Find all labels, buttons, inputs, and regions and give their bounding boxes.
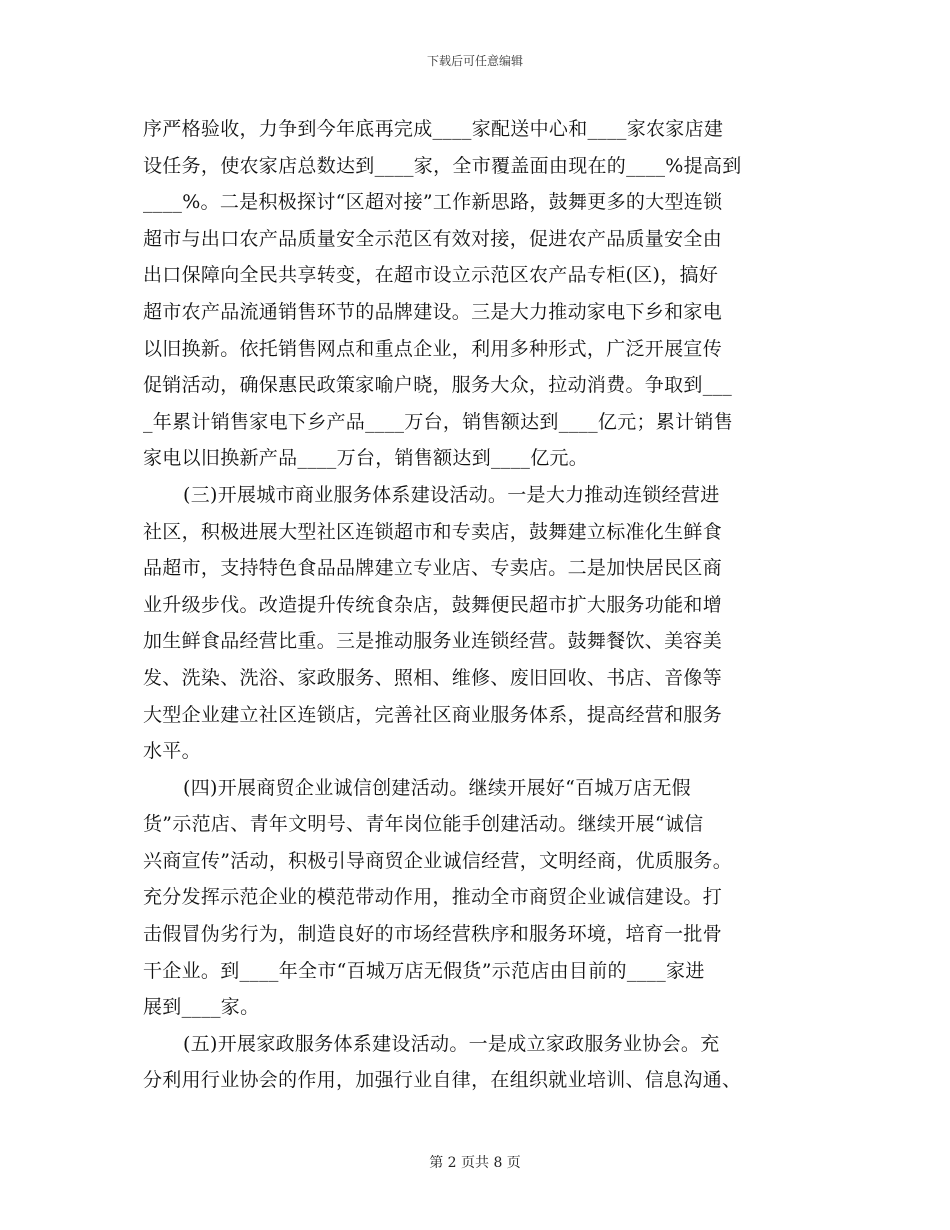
text-line: 兴商宣传”活动，积极引导商贸企业诚信经营，文明经商，优质服务。 [143,849,733,872]
section-heading-line: (四)开展商贸企业诚信创建活动。继续开展好“百城万店无假 [183,776,691,799]
text-line: 超市农产品流通销售环节的品牌建设。三是大力推动家电下乡和家电 [143,300,723,323]
text-line: 展到____家。 [143,996,260,1019]
text-line: 大型企业建立社区连锁店，完善社区商业服务体系，提高经营和服务 [143,703,723,726]
text-line: 发、洗染、洗浴、家政服务、照相、维修、废旧回收、书店、音像等 [143,666,723,689]
document-body [143,111,807,1099]
text-line: 业升级步伐。改造提升传统食杂店，鼓舞便民超市扩大服务功能和增 [143,593,723,616]
text-line: 社区，积极进展大型社区连锁超市和专卖店，鼓舞建立标准化生鲜食 [143,520,723,543]
page-footer: 第 2 页共 8 页 [429,1155,521,1171]
text-line: 以旧换新。依托销售网点和重点企业，利用多种形式，广泛开展宣传 [143,337,723,360]
text-line: 出口保障向全民共享转变，在超市设立示范区农产品专柜(区)，搞好 [143,264,719,287]
text-line: 品超市，支持特色食品品牌建立专业店、专卖店。二是加快居民区商 [143,557,723,580]
text-line: 序严格验收，力争到今年底再完成____家配送中心和____家农家店建 [143,118,724,140]
text-line: 干企业。到____年全市“百城万店无假货”示范店由目前的____家进 [143,959,705,982]
text-line: 家电以旧换新产品____万台，销售额达到____亿元。 [143,447,589,470]
section-heading-line: (三)开展城市商业服务体系建设活动。一是大力推动连锁经营进 [183,483,720,506]
text-line: 超市与出口农产品质量安全示范区有效对接，促进农产品质量安全由 [143,227,723,250]
page-header: 下载后可任意编辑 [426,54,523,68]
text-line: ____%。二是积极探讨“区超对接”工作新思路，鼓舞更多的大型连锁 [143,191,723,214]
text-line: 加生鲜食品经营比重。三是推动服务业连锁经营。鼓舞餐饮、美容美 [143,630,723,653]
text-line: 击假冒伪劣行为，制造良好的市场经营秩序和服务环境，培育一批骨 [143,923,723,946]
text-line: 设任务，使农家店总数达到____家，全市覆盖面由现在的____%提高到 [143,154,742,177]
text-line: 水平。 [143,740,201,763]
text-line: 分利用行业协会的作用，加强行业自律，在组织就业培训、信息沟通、 [143,1069,742,1092]
text-line: 充分发挥示范企业的模范带动作用，推动全市商贸企业诚信建设。打 [143,886,723,909]
text-line: _年累计销售家电下乡产品____万台，销售额达到____亿元；累计销售 [143,410,734,433]
text-line: 促销活动，确保惠民政策家喻户晓，服务大众，拉动消费。争取到___ [143,374,733,397]
text-line: 货”示范店、青年文明号、青年岗位能手创建活动。继续开展“诚信 [143,813,704,836]
section-heading-line: (五)开展家政服务体系建设活动。一是成立家政服务业协会。充 [183,1032,720,1055]
